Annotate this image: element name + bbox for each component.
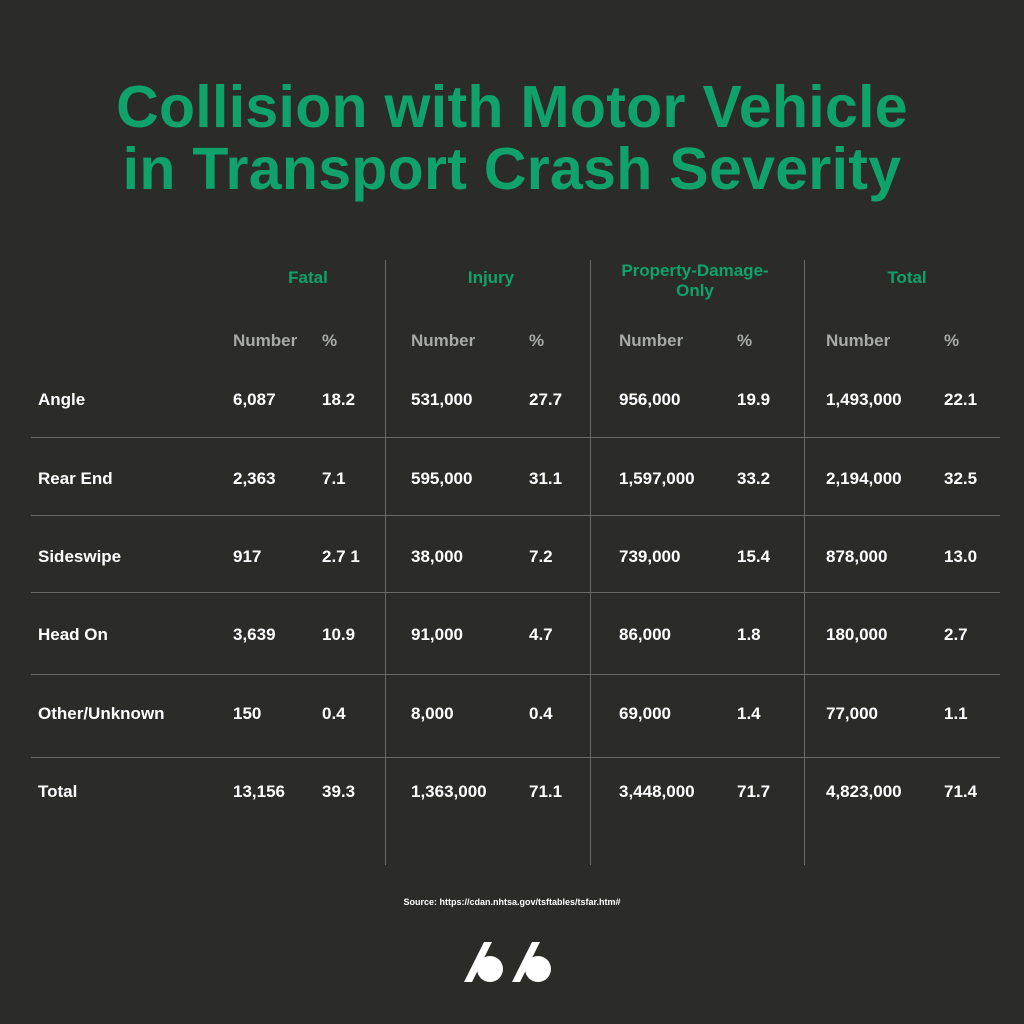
- cell-number: 531,000: [411, 390, 473, 409]
- cell-percent: 15.4: [737, 547, 771, 566]
- cell-percent: 18.2: [322, 390, 356, 409]
- subheader-number: Number: [233, 331, 298, 350]
- subheader-percent: %: [737, 331, 753, 350]
- cell-percent: 7.2: [529, 547, 553, 566]
- row-divider: [31, 757, 1000, 758]
- cell-percent: 7.1: [322, 469, 346, 488]
- row-divider: [31, 592, 1000, 593]
- cell-percent: 27.7: [529, 390, 563, 409]
- group-header: Total: [887, 268, 927, 287]
- cell-number: 69,000: [619, 704, 671, 723]
- group-header: Injury: [467, 268, 515, 287]
- cell-percent: 71.4: [944, 782, 978, 801]
- subheader-number: Number: [826, 331, 891, 350]
- cell-number: 180,000: [826, 625, 888, 644]
- cell-percent: 1.4: [737, 704, 761, 723]
- cell-number: 1,597,000: [619, 469, 695, 488]
- cell-percent: 2.7 1: [322, 547, 360, 566]
- source-note: Source: https://cdan.nhtsa.gov/tsftables/tsfar.htm#: [403, 897, 621, 907]
- cell-number: 13,156: [233, 782, 285, 801]
- cell-number: 150: [233, 704, 262, 723]
- column-divider: [804, 260, 805, 865]
- row-label: Angle: [38, 390, 86, 409]
- cell-percent: 2.7: [944, 625, 968, 644]
- logo-circle-left: [477, 956, 503, 982]
- row-divider: [31, 515, 1000, 516]
- row-divider: [31, 437, 1000, 438]
- subheader-percent: %: [322, 331, 338, 350]
- column-divider: [590, 260, 591, 865]
- cell-number: 91,000: [411, 625, 463, 644]
- cell-percent: 19.9: [737, 390, 771, 409]
- cell-number: 3,448,000: [619, 782, 695, 801]
- cell-number: 86,000: [619, 625, 671, 644]
- subheader-percent: %: [944, 331, 960, 350]
- cell-percent: 71.7: [737, 782, 771, 801]
- subheader-percent: %: [529, 331, 545, 350]
- column-divider: [385, 260, 386, 865]
- row-label: Total: [38, 782, 78, 801]
- cell-percent: 1.1: [944, 704, 968, 723]
- cell-percent: 33.2: [737, 469, 771, 488]
- cell-percent: 22.1: [944, 390, 978, 409]
- cell-number: 2,363: [233, 469, 276, 488]
- row-label: Head On: [38, 625, 108, 644]
- cell-percent: 0.4: [529, 704, 553, 723]
- title-line-2: in Transport Crash Severity: [122, 136, 902, 202]
- subheader-number: Number: [619, 331, 684, 350]
- cell-percent: 32.5: [944, 469, 978, 488]
- cell-percent: 10.9: [322, 625, 356, 644]
- cell-number: 917: [233, 547, 262, 566]
- group-header: Fatal: [288, 268, 328, 287]
- cell-number: 3,639: [233, 625, 276, 644]
- cell-number: 1,493,000: [826, 390, 902, 409]
- cell-number: 6,087: [233, 390, 276, 409]
- row-label: Other/Unknown: [38, 704, 165, 723]
- cell-number: 8,000: [411, 704, 454, 723]
- page-title: [0, 76, 1024, 200]
- cell-number: 878,000: [826, 547, 888, 566]
- cell-percent: 4.7: [529, 625, 553, 644]
- subheader-number: Number: [411, 331, 476, 350]
- cell-number: 2,194,000: [826, 469, 902, 488]
- cell-number: 595,000: [411, 469, 473, 488]
- row-label: Sideswipe: [38, 547, 122, 566]
- cell-percent: 13.0: [944, 547, 978, 566]
- cell-number: 1,363,000: [411, 782, 487, 801]
- cell-percent: 39.3: [322, 782, 356, 801]
- logo-circle-right: [525, 956, 551, 982]
- title-line-1: Collision with Motor Vehicle: [116, 74, 908, 140]
- group-header: Property-Damage-Only: [621, 261, 769, 300]
- cell-number: 38,000: [411, 547, 463, 566]
- cell-percent: 1.8: [737, 625, 761, 644]
- cell-number: 739,000: [619, 547, 681, 566]
- row-divider: [31, 674, 1000, 675]
- cell-number: 956,000: [619, 390, 681, 409]
- cell-percent: 0.4: [322, 704, 346, 723]
- cell-percent: 31.1: [529, 469, 563, 488]
- brand-logo-icon: [462, 938, 562, 984]
- cell-percent: 71.1: [529, 782, 563, 801]
- cell-number: 4,823,000: [826, 782, 902, 801]
- cell-number: 77,000: [826, 704, 878, 723]
- row-label: Rear End: [38, 469, 113, 488]
